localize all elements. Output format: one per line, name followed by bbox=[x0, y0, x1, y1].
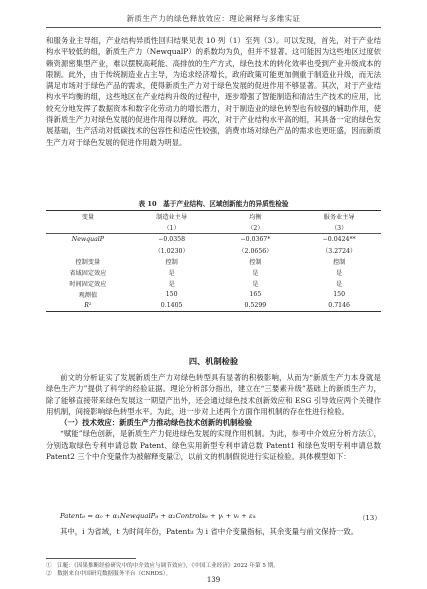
cell: （2.0656） bbox=[238, 248, 273, 255]
table-row bbox=[46, 245, 381, 256]
running-header: 新质生产力的绿色释放效应：理论阐释与多维实证 bbox=[126, 14, 301, 23]
row-label: 省域固定效应 bbox=[69, 270, 107, 277]
page-number: 139 bbox=[206, 576, 221, 584]
cell: −0.0358 bbox=[158, 236, 186, 243]
table-row bbox=[46, 234, 381, 246]
cell: 是 bbox=[168, 270, 175, 277]
section-title: 四、机制检验 bbox=[188, 356, 239, 366]
table-row bbox=[46, 300, 381, 312]
cell: 165 bbox=[249, 291, 262, 298]
cell: −0.0367* bbox=[240, 236, 271, 243]
paragraph-text: 前文的分析证实了发展新质生产力对绿色转型具有显著的积极影响，从而为“新质生产力本身就是绿色生产力”提供了科学的经验证据。理论分析部分指出，建立在“三要素升级”基础上的新质生产力，除了能够直接带来绿色发展这一期望产出外，还会通过绿色技术创新效应和 ESG 引导效应两个关键作用机制，间接影响绿色转型水平。为此，进一步对上述两个方面作用机制的存在性进行检验。 bbox=[46, 373, 381, 416]
var-header: 变量 bbox=[46, 211, 130, 223]
cell: 是 bbox=[252, 281, 259, 288]
table-row bbox=[46, 278, 381, 289]
table-colnum-row bbox=[46, 222, 381, 234]
table-row bbox=[46, 256, 381, 267]
cell: 是 bbox=[252, 270, 259, 277]
cell: 0.7146 bbox=[297, 300, 381, 312]
row-label: 时间固定效应 bbox=[69, 281, 107, 288]
cell: −0.0424** bbox=[322, 236, 356, 243]
col-header-3: 服务业主导 bbox=[297, 211, 381, 223]
paragraph-text: 和服务业主导组，产业结构异质性回归结果见表 10 列（1）至列（3）。可以发现，首先，对于产业结构水平较低的组，新质生产力（NewqualP）的系数均为负，但并不显著。这可能因为这些地区过度依赖资源密集型产业，难以摆脱高耗能、高排放的生产方式，绿色技术的转化效率也受到产业升级成本的限制。此外，由于传统制造业占主导，为追求经济增长，政府政策可能更加侧重于制造业升级，而无法满足市场对于绿色产品的需求，使得新质生产力对于绿色发展的促进作用不够显著。其次，对于产业结构水平均衡的组，这些地区在产业结构升级的过程中，逐步增强了智能制造和清洁生产技术的应用，比较充分地发挥了数据资本和数字化劳动力的增长潜力，对于制造业的绿色转型也有较强的辅助作用，使得新质生产力对绿色发展的促进作用得以释放。再次，对于产业结构水平高的组，其具备一定的绿色发展基础，生产活动对低碳技术的包容性和适应性较强，消费市场对绿色产品的需求也更旺盛，因而新质生产力对于绿色发展的促进作用最为明显。 bbox=[46, 36, 381, 147]
heterogeneity-table bbox=[46, 210, 381, 312]
cell: 是 bbox=[336, 270, 343, 277]
body-paragraph-2 bbox=[46, 372, 381, 462]
table-row bbox=[46, 267, 381, 278]
col-header-2: 均衡 bbox=[214, 211, 298, 223]
equation-body: Patentᵢₜ = α₀ + α₁NewqualPᵢₜ + α₂Controlsᵢₜ + γᵢ + vₜ + εᵢₜ bbox=[60, 512, 256, 520]
cell: 150 bbox=[333, 291, 346, 298]
cell: 是 bbox=[336, 281, 343, 288]
col-num-3: （3） bbox=[297, 222, 381, 234]
cell: 150 bbox=[165, 291, 178, 298]
footnote-1: ① 江艇：《因果推断经验研究中的中介效应与调节效应》，《中国工业经济》2022 年第 5 期。 bbox=[46, 563, 279, 569]
footnote-rule bbox=[46, 558, 136, 559]
cell: 控制 bbox=[249, 259, 262, 266]
col-num-1: （1） bbox=[130, 222, 214, 234]
row-label: R² bbox=[46, 300, 130, 312]
col-num-2: （2） bbox=[214, 222, 298, 234]
cell: （3.2724） bbox=[322, 248, 357, 255]
table-header-row bbox=[46, 211, 381, 223]
paragraph-text: 其中，i 为省域，t 为时间年份，Patentᵢₜ 为 i 省中介变量指标，其余变量与前文保持一致。 bbox=[60, 527, 359, 536]
footnote-2: ② 数据来自中国研究数据服务平台（CNRDS）。 bbox=[46, 571, 172, 577]
cell: 控制 bbox=[165, 259, 178, 266]
table-row bbox=[46, 289, 381, 300]
paragraph-text: “赋能”绿色创新，是新质生产力促进绿色发展的实现作用机制。为此，参考中介效应分析方法①，分别选取绿色专利申请总数 Patent、绿色实用新型专利申请总数 Patent1 和绿色发明专利申请总数 Patent2 三个中介变量作为被解释变量②，以前文的机制假说进行实证检验。具体模型如下： bbox=[46, 429, 381, 462]
subsection-title: （一）技术效应：新质生产力推动绿色技术创新的机制检验 bbox=[60, 418, 253, 428]
row-label: NewqualP bbox=[71, 236, 104, 243]
body-paragraph-1 bbox=[46, 35, 381, 148]
col-header-1: 制造业主导 bbox=[130, 211, 214, 223]
table-caption: 表 10 基于产业结构、区域创新能力的异质性检验 bbox=[138, 200, 289, 208]
cell: 是 bbox=[168, 281, 175, 288]
body-paragraph-3 bbox=[46, 526, 381, 537]
row-label: 观测值 bbox=[78, 292, 98, 299]
header-rule bbox=[46, 27, 381, 28]
cell: 控制 bbox=[332, 259, 346, 266]
equation-number: （13） bbox=[358, 514, 381, 522]
cell: （1.0230） bbox=[154, 248, 189, 255]
cell: 0.1405 bbox=[130, 300, 214, 312]
equation bbox=[60, 512, 381, 520]
row-label: 控制变量 bbox=[75, 259, 101, 266]
cell: 0.5299 bbox=[214, 300, 298, 312]
